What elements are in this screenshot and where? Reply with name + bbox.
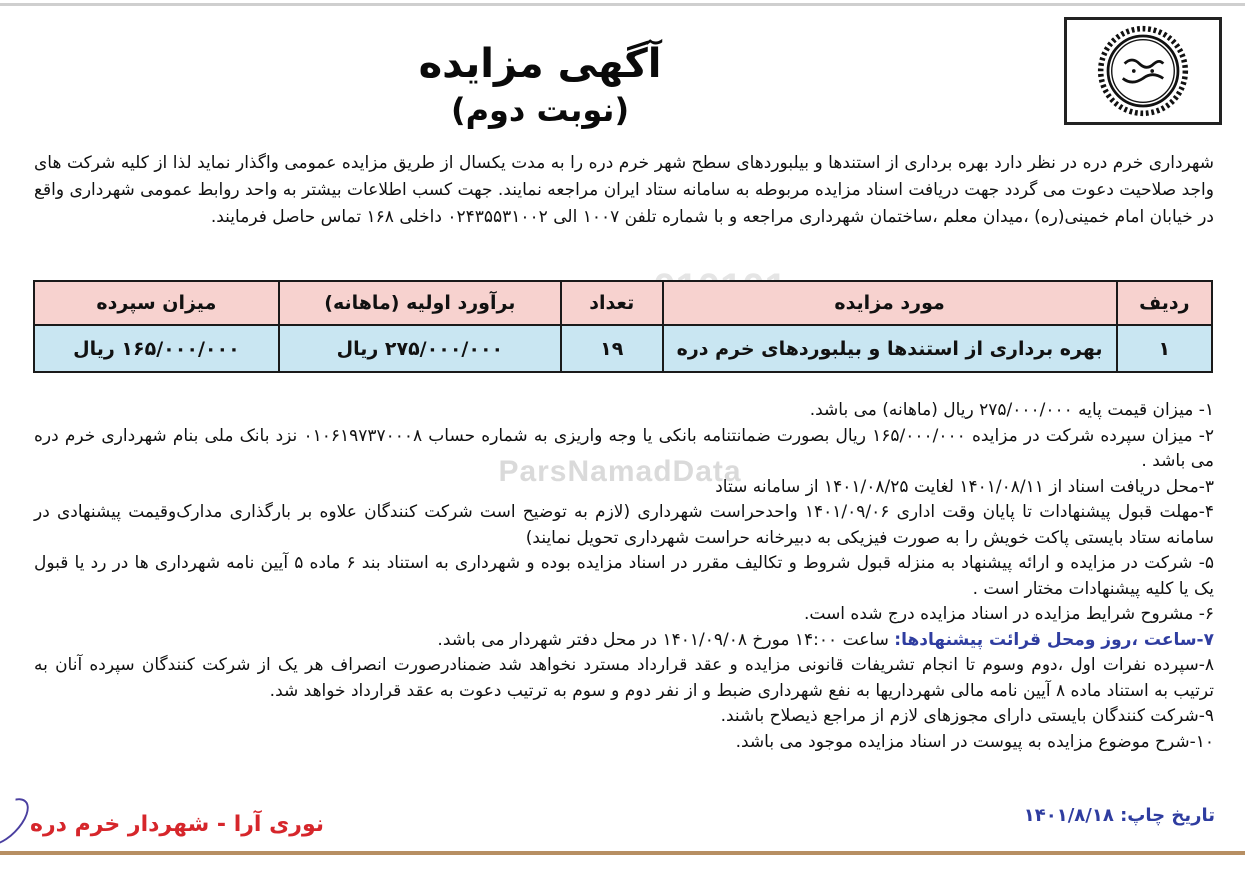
column-header: مورد مزایده <box>663 281 1117 325</box>
table-cell: ۱ <box>1117 325 1212 372</box>
page-title: آگهی مزایده <box>418 41 662 87</box>
list-item: ۱- میزان قیمت پایه ۲۷۵/۰۰۰/۰۰۰ ریال (ماهانه) می باشد. <box>809 400 1214 420</box>
list-item: ۱۰-شرح موضوع مزایده به پیوست در اسناد مزایده موجود می باشد. <box>735 731 1214 752</box>
auction-table <box>33 280 1213 373</box>
list-item: ۲- میزان سپرده شرکت در مزایده ۱۶۵/۰۰۰/۰۰۰ ریال بصورت ضمانتنامه بانکی یا وجه واریزی به شماره حساب ۰۱۰۶۱۹۷۳۷۰۰۰۸ نزد بانک ملی بنام شهرداری خرم دره می باشد . <box>34 425 1214 471</box>
column-header: میزان سپرده <box>34 281 279 325</box>
list-item: ۴-مهلت قبول پیشنهادات تا پایان وقت اداری ۱۴۰۱/۰۹/۰۶ واحدحراست شهرداری (لازم به توضیح است شرکت کنندگان علاوه بر بارگذاری مدارک‌وقیمت پیشنهادی در سامانه ستاد بایستی پاکت خویش را به صورت فیزیکی به دبیرخانه حراست شهرداری تحویل نمایند) <box>34 502 1214 548</box>
table-header-row <box>34 281 1212 325</box>
table-cell: ۱۶۵/۰۰۰/۰۰۰ ریال <box>34 325 279 372</box>
bottom-divider <box>0 851 1245 855</box>
list-item: ۸-سپرده نفرات اول ،دوم وسوم تا انجام تشریفات قانونی مزایده و عقد قرارداد مسترد نخواهد شد ضمنادرصورت انصراف هر یک از شرکت کنندگان سپرده آنان به ترتیب به استناد ماده ۸ آیین نامه مالی شهرداریها به نفع شهرداری ضبط و از نفر دوم و سوم به ترتیب دعوت به عقد قرارداد خواهد شد. <box>34 655 1214 701</box>
print-date: تاریخ چاپ: ۱۴۰۱/۸/۱۸ <box>1023 805 1215 826</box>
table-cell: بهره برداری از استندها و بیلبوردهای خرم دره <box>663 325 1117 372</box>
column-header: برآورد اولیه (ماهانه) <box>279 281 561 325</box>
column-header: تعداد <box>561 281 663 325</box>
item-7-text: ساعت ۱۴:۰۰ مورخ ۱۴۰۱/۰۹/۰۸ در محل دفتر شهردار می باشد. <box>437 629 895 650</box>
item-7-label: ۷-ساعت ،روز ومحل قرائت پیشنهادها: <box>894 629 1214 650</box>
column-header: ردیف <box>1117 281 1212 325</box>
conditions-list <box>34 398 1214 755</box>
list-item: ۵- شرکت در مزایده و ارائه پیشنهاد به منزله قبول شروط و تکالیف مقرر در اسناد مزایده بوده و شهرداری به استناد بند ۶ ماده ۵ آیین نامه شهرداری ها در رد یا قبول یک یا کلیه پیشنهادات مختار است . <box>34 553 1214 599</box>
top-divider <box>0 3 1245 6</box>
intro-paragraph: شهرداری خرم دره در نظر دارد بهره برداری از استندها و بیلبوردهای سطح شهر خرم دره را به مدت یکسال از طریق مزایده عمومی واگذار نماید لذا از کلیه شرکت های واجد صلاحیت دعوت می گردد جهت دریافت اسناد مزایده مربوطه به سامانه ستاد ایران مراجعه نمایند. جهت کسب اطلاعات بیشتر به واحد روابط عمومی شهرداری واقع در خیابان امام خمینی(ره) ،میدان معلم ،ساختمان شهرداری مراجعه و با شماره تلفن ۱۰۰۷ الی ۰۲۴۳۵۵۳۱۰۰۲ داخلی ۱۶۸ تماس حاصل فرمایند. <box>34 153 1214 227</box>
list-item-7 <box>34 628 1214 654</box>
municipality-seal-icon <box>1097 25 1189 117</box>
watermark-brand: ParsNamadData <box>498 455 742 488</box>
mayor-signature: نوری آرا - شهردار خرم دره <box>30 812 325 837</box>
list-item: ۹-شرکت کنندگان بایستی دارای مجوزهای لازم از مراجع ذیصلاح باشند. <box>720 706 1214 726</box>
page-subtitle: (نوبت دوم) <box>450 91 630 129</box>
municipality-logo <box>1064 17 1222 125</box>
table-row <box>34 325 1212 372</box>
table-cell: ۱۹ <box>561 325 663 372</box>
table-cell: ۲۷۵/۰۰۰/۰۰۰ ریال <box>279 325 561 372</box>
list-item: ۶- مشروح شرایط مزایده در اسناد مزایده درج شده است. <box>803 604 1214 624</box>
list-item: ۳-محل دریافت اسناد از ۱۴۰۱/۰۸/۱۱ لغایت ۱۴۰۱/۰۸/۲۵ از سامانه ستاد <box>715 476 1214 497</box>
